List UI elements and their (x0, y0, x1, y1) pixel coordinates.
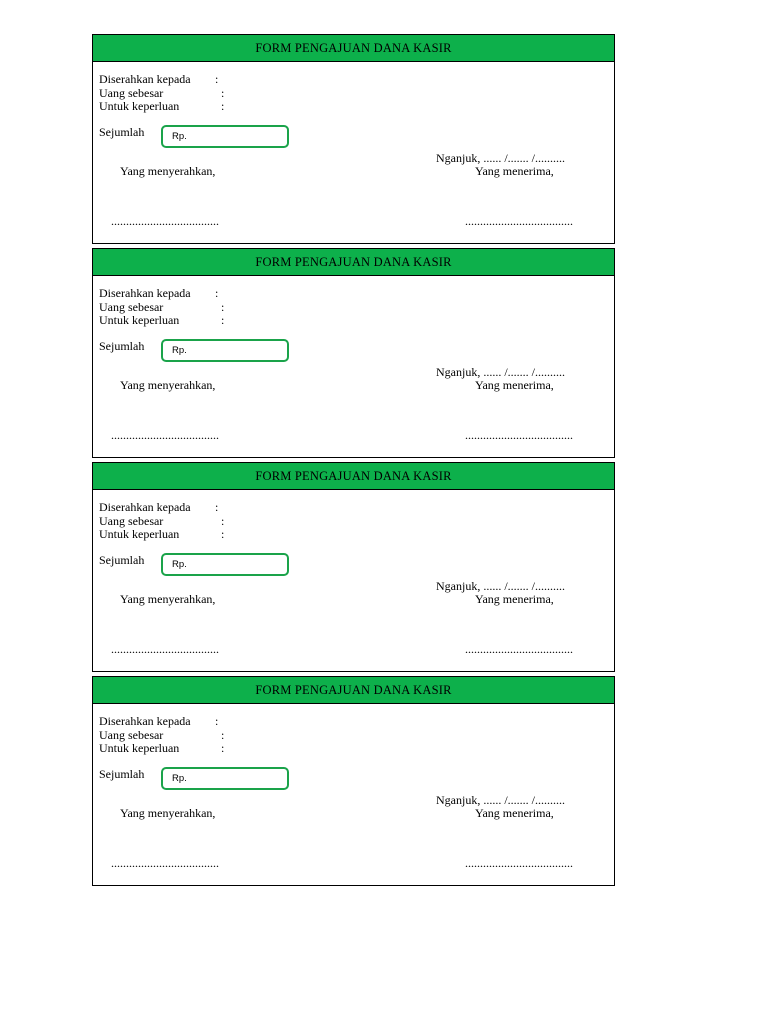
giver-label: Yang menyerahkan, (120, 164, 216, 178)
form-title: FORM PENGAJUAN DANA KASIR (93, 677, 614, 704)
field-label-purpose: Untuk keperluan (99, 99, 180, 113)
giver-label: Yang menyerahkan, (120, 592, 216, 606)
giver-label: Yang menyerahkan, (120, 806, 216, 820)
field-label-amount: Uang sebesar (99, 514, 164, 528)
sejumlah-label: Sejumlah (99, 767, 145, 781)
field-colon: : (221, 728, 225, 742)
cash-request-form (92, 248, 615, 458)
sejumlah-label: Sejumlah (99, 553, 145, 567)
amount-prefix: Rp. (172, 345, 187, 356)
field-colon: : (221, 300, 225, 314)
amount-box[interactable] (161, 553, 289, 576)
amount-prefix: Rp. (172, 559, 187, 570)
field-colon: : (221, 741, 225, 755)
receiver-label: Yang menerima, (475, 806, 554, 820)
amount-prefix: Rp. (172, 131, 187, 142)
amount-prefix: Rp. (172, 773, 187, 784)
form-title: FORM PENGAJUAN DANA KASIR (93, 463, 614, 490)
field-colon: : (215, 286, 219, 300)
date-line: Nganjuk, ...... /....... /.......... (436, 151, 565, 165)
field-label-recipient: Diserahkan kepada (99, 286, 191, 300)
field-colon: : (215, 500, 219, 514)
cash-request-form (92, 462, 615, 672)
field-colon: : (221, 86, 225, 100)
field-colon: : (221, 313, 225, 327)
signature-line-receiver: .................................... (465, 856, 573, 870)
field-row-recipient (99, 72, 219, 86)
receiver-label: Yang menerima, (475, 592, 554, 606)
field-label-amount: Uang sebesar (99, 728, 164, 742)
field-colon: : (215, 714, 219, 728)
field-label-amount: Uang sebesar (99, 300, 164, 314)
field-row-purpose (99, 527, 225, 541)
receiver-label: Yang menerima, (475, 164, 554, 178)
field-label-recipient: Diserahkan kepada (99, 500, 191, 514)
cash-request-form (92, 34, 615, 244)
field-label-amount: Uang sebesar (99, 86, 164, 100)
field-row-recipient (99, 500, 219, 514)
field-label-purpose: Untuk keperluan (99, 527, 180, 541)
form-title: FORM PENGAJUAN DANA KASIR (93, 35, 614, 62)
sejumlah-label: Sejumlah (99, 125, 145, 139)
receiver-label: Yang menerima, (475, 378, 554, 392)
signature-line-giver: .................................... (111, 642, 219, 656)
signature-line-giver: .................................... (111, 856, 219, 870)
field-colon: : (221, 99, 225, 113)
sejumlah-label: Sejumlah (99, 339, 145, 353)
field-row-purpose (99, 741, 225, 755)
signature-line-receiver: .................................... (465, 214, 573, 228)
date-line: Nganjuk, ...... /....... /.......... (436, 365, 565, 379)
signature-line-receiver: .................................... (465, 642, 573, 656)
giver-label: Yang menyerahkan, (120, 378, 216, 392)
field-row-purpose (99, 99, 225, 113)
signature-line-giver: .................................... (111, 214, 219, 228)
date-line: Nganjuk, ...... /....... /.......... (436, 579, 565, 593)
field-colon: : (221, 514, 225, 528)
field-label-recipient: Diserahkan kepada (99, 72, 191, 86)
amount-box[interactable] (161, 125, 289, 148)
signature-line-receiver: .................................... (465, 428, 573, 442)
field-row-purpose (99, 313, 225, 327)
forms-container (92, 34, 615, 890)
field-colon: : (221, 527, 225, 541)
date-line: Nganjuk, ...... /....... /.......... (436, 793, 565, 807)
field-row-recipient (99, 286, 219, 300)
field-label-recipient: Diserahkan kepada (99, 714, 191, 728)
field-row-recipient (99, 714, 219, 728)
signature-line-giver: .................................... (111, 428, 219, 442)
amount-box[interactable] (161, 767, 289, 790)
field-colon: : (215, 72, 219, 86)
field-label-purpose: Untuk keperluan (99, 741, 180, 755)
amount-box[interactable] (161, 339, 289, 362)
field-label-purpose: Untuk keperluan (99, 313, 180, 327)
form-title: FORM PENGAJUAN DANA KASIR (93, 249, 614, 276)
cash-request-form (92, 676, 615, 886)
